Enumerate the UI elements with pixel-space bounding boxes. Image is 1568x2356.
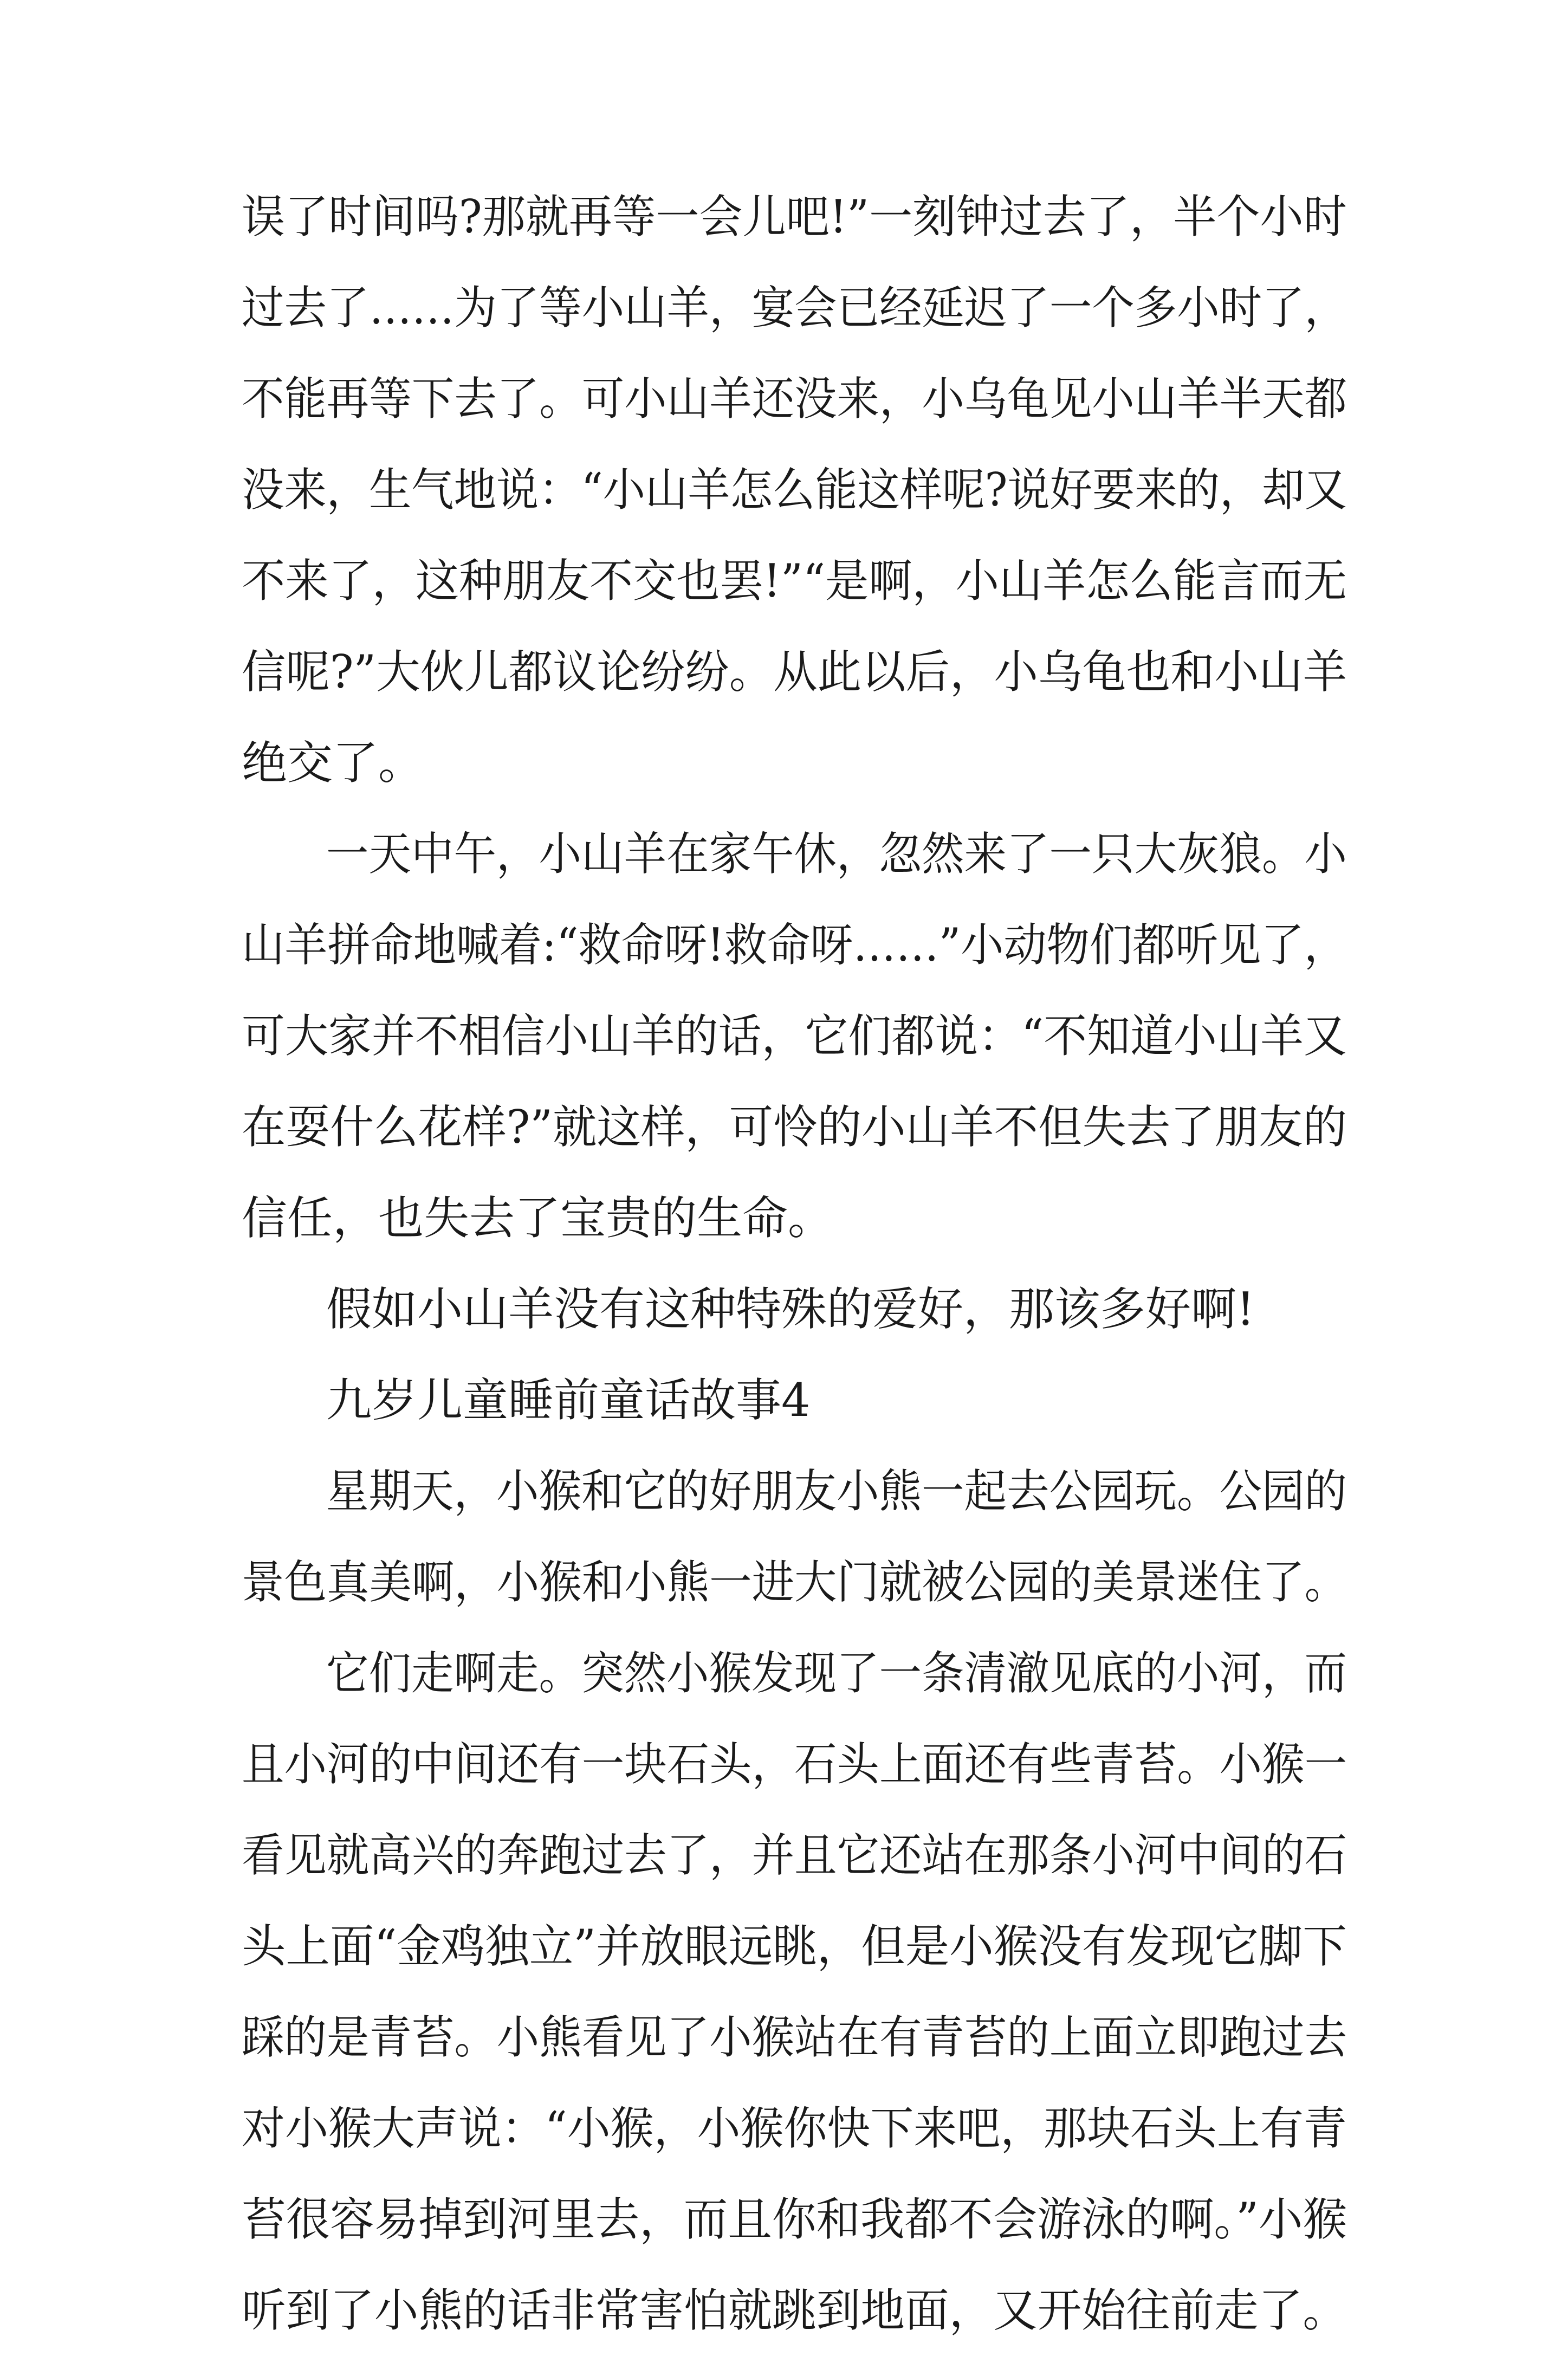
- text-line-content: 在耍什么花样?”就这样，可怜的小山羊不但失去了朋友的: [242, 1101, 1347, 1154]
- text-line: 绝交了。: [242, 736, 424, 789]
- text-line-content: 没来，生气地说：“小山羊怎么能这样呢?说好要来的，却又: [242, 463, 1347, 516]
- text-line: [242, 1082, 1347, 1173]
- text-line: [242, 1992, 1347, 2083]
- text-line: 假如小山羊没有这种特殊的爱好，那该多好啊!: [326, 1283, 1255, 1336]
- text-line-content: 头上面“金鸡独立”并放眼远眺，但是小猴没有发现它脚下: [242, 1920, 1347, 1973]
- text-line: [242, 1810, 1347, 1901]
- text-line-content: 信呢?”大伙儿都议论纷纷。从此以后，小乌龟也和小山羊: [242, 645, 1347, 698]
- text-line: [242, 535, 1347, 626]
- text-line: [242, 353, 1347, 444]
- text-line: [242, 2174, 1347, 2265]
- text-line: [242, 991, 1347, 1082]
- text-line-content: 看见就高兴的奔跑过去了，并且它还站在那条小河中间的石: [242, 1829, 1347, 1882]
- text-line: [242, 899, 1347, 991]
- text-line: 九岁儿童睡前童话故事4: [326, 1374, 811, 1427]
- text-line-content: 星期天，小猴和它的好朋友小熊一起去公园玩。公园的: [326, 1465, 1347, 1518]
- text-line: [242, 262, 1347, 353]
- text-line-content: 且小河的中间还有一块石头，石头上面还有些青苔。小猴一: [242, 1738, 1347, 1791]
- text-line: 信任，也失去了宝贵的生命。: [242, 1192, 834, 1245]
- text-line-content: 可大家并不相信小山羊的话，它们都说：“不知道小山羊又: [242, 1009, 1347, 1063]
- text-line-content: 对小猴大声说：“小猴，小猴你快下来吧，那块石头上有青: [242, 2102, 1347, 2155]
- text-line-content: 过去了……为了等小山羊，宴会已经延迟了一个多小时了，: [242, 281, 1347, 334]
- text-line: [242, 1719, 1347, 1810]
- text-line-content: 苔很容易掉到河里去，而且你和我都不会游泳的啊。”小猴: [242, 2193, 1347, 2246]
- text-line-content: 听到了小熊的话非常害怕就跳到地面，又开始往前走了。: [242, 2284, 1347, 2337]
- text-line: [242, 1628, 1347, 1719]
- text-line-content: 景色真美啊，小猴和小熊一进大门就被公园的美景迷住了。: [242, 1556, 1347, 1609]
- text-line-content: 误了时间吗?那就再等一会儿吧!”一刻钟过去了，半个小时: [242, 190, 1347, 243]
- text-line: [242, 2083, 1347, 2174]
- text-line: [242, 1537, 1347, 1628]
- text-line-content: 不来了，这种朋友不交也罢!”“是啊，小山羊怎么能言而无: [242, 554, 1347, 607]
- text-line: [242, 1901, 1347, 1992]
- text-line-content: 一天中午，小山羊在家午休，忽然来了一只大灰狼。小: [326, 827, 1347, 881]
- text-line: [242, 171, 1347, 262]
- text-line-content: 不能再等下去了。可小山羊还没来，小乌龟见小山羊半天都: [242, 372, 1347, 425]
- text-line: [242, 444, 1347, 535]
- text-line: [242, 1446, 1347, 1537]
- document-body: [242, 171, 1347, 2356]
- text-line: [242, 2265, 1347, 2356]
- text-line-content: 踩的是青苔。小熊看见了小猴站在有青苔的上面立即跑过去: [242, 2011, 1347, 2064]
- text-line: [242, 808, 1347, 899]
- text-line: [242, 626, 1347, 717]
- text-line-content: 山羊拼命地喊着:“救命呀!救命呀……”小动物们都听见了，: [242, 918, 1347, 972]
- text-line-content: 它们走啊走。突然小猴发现了一条清澈见底的小河，而: [326, 1647, 1347, 1700]
